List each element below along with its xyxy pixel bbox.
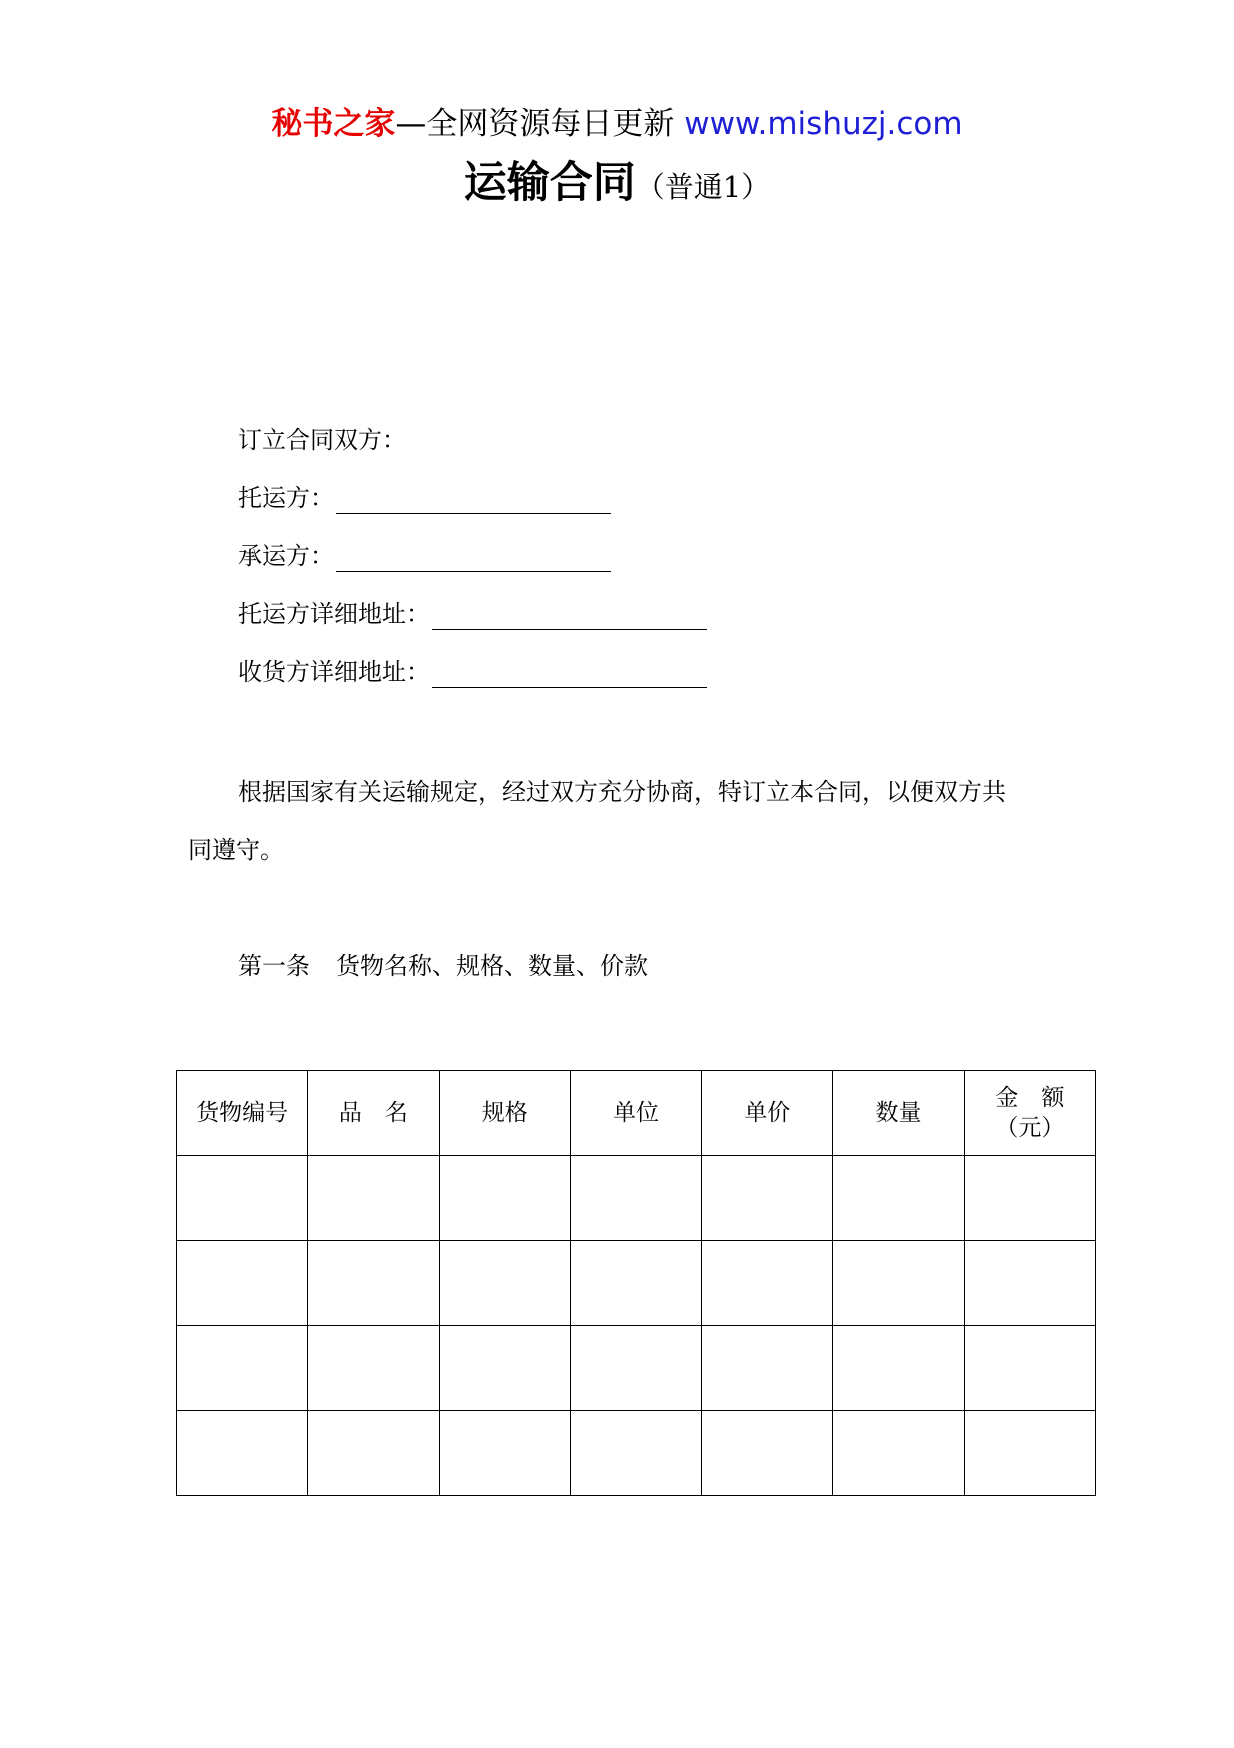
table-cell[interactable]: [964, 1326, 1095, 1411]
header-quantity: 数量: [833, 1071, 964, 1156]
table-cell[interactable]: [702, 1411, 833, 1496]
shipper-address-label: 托运方详细地址：: [238, 600, 430, 628]
title-main: 运输合同: [463, 158, 636, 208]
table-cell[interactable]: [833, 1156, 964, 1241]
table-cell[interactable]: [570, 1156, 701, 1241]
title-sub: （普通1）: [635, 170, 771, 204]
parties-intro: 订立合同双方：: [238, 426, 406, 454]
table-cell[interactable]: [177, 1156, 308, 1241]
table-cell[interactable]: [570, 1411, 701, 1496]
shipper-address-blank[interactable]: [432, 603, 707, 630]
header-unit: 单位: [570, 1071, 701, 1156]
table-cell[interactable]: [964, 1156, 1095, 1241]
consignee-address-line: [238, 656, 707, 688]
table-cell[interactable]: [702, 1156, 833, 1241]
article-1-title: 货物名称、规格、数量、价款: [336, 952, 648, 980]
table-cell[interactable]: [570, 1241, 701, 1326]
article-1-number: 第一条: [238, 952, 310, 980]
site-banner: [0, 104, 1234, 144]
table-row: [177, 1411, 1096, 1496]
header-unit-price: 单价: [702, 1071, 833, 1156]
consignee-address-blank[interactable]: [432, 661, 707, 688]
carrier-blank[interactable]: [336, 545, 611, 572]
shipper-blank[interactable]: [336, 487, 611, 514]
document-title: [0, 156, 1234, 220]
table-row: [177, 1241, 1096, 1326]
banner-slogan: —全网资源每日更新: [395, 106, 685, 142]
goods-table-header: [177, 1071, 1096, 1156]
header-amount-label: 金 额（元）: [995, 1085, 1065, 1141]
table-cell[interactable]: [308, 1411, 439, 1496]
table-cell[interactable]: [833, 1326, 964, 1411]
table-cell[interactable]: [439, 1411, 570, 1496]
table-cell[interactable]: [308, 1326, 439, 1411]
header-amount: [964, 1071, 1095, 1156]
header-goods-number: 货物编号: [177, 1071, 308, 1156]
article-1-heading: [238, 950, 648, 982]
shipper-label: 托运方：: [238, 484, 334, 512]
consignee-address-label: 收货方详细地址：: [238, 658, 430, 686]
table-cell[interactable]: [177, 1411, 308, 1496]
table-cell[interactable]: [702, 1326, 833, 1411]
table-cell[interactable]: [439, 1326, 570, 1411]
table-cell[interactable]: [308, 1156, 439, 1241]
table-row: [177, 1326, 1096, 1411]
table-cell[interactable]: [439, 1156, 570, 1241]
table-cell[interactable]: [570, 1326, 701, 1411]
carrier-line: [238, 540, 611, 572]
table-cell[interactable]: [833, 1241, 964, 1326]
table-cell[interactable]: [833, 1411, 964, 1496]
header-product-name: 品 名: [308, 1071, 439, 1156]
table-cell[interactable]: [964, 1241, 1095, 1326]
table-cell[interactable]: [177, 1326, 308, 1411]
table-cell[interactable]: [964, 1411, 1095, 1496]
table-cell[interactable]: [702, 1241, 833, 1326]
header-specification: 规格: [439, 1071, 570, 1156]
banner-url[interactable]: www.mishuzj.com: [684, 106, 963, 142]
preamble-line-1: 根据国家有关运输规定，经过双方充分协商，特订立本合同，以便双方共: [238, 778, 1006, 806]
goods-table: [176, 1070, 1096, 1496]
table-cell[interactable]: [177, 1241, 308, 1326]
shipper-line: [238, 482, 611, 514]
preamble-line-2: 同遵守。: [188, 836, 284, 864]
shipper-address-line: [238, 598, 707, 630]
table-cell[interactable]: [439, 1241, 570, 1326]
table-row: [177, 1156, 1096, 1241]
carrier-label: 承运方：: [238, 542, 334, 570]
banner-brand: 秘书之家: [271, 106, 396, 142]
table-cell[interactable]: [308, 1241, 439, 1326]
